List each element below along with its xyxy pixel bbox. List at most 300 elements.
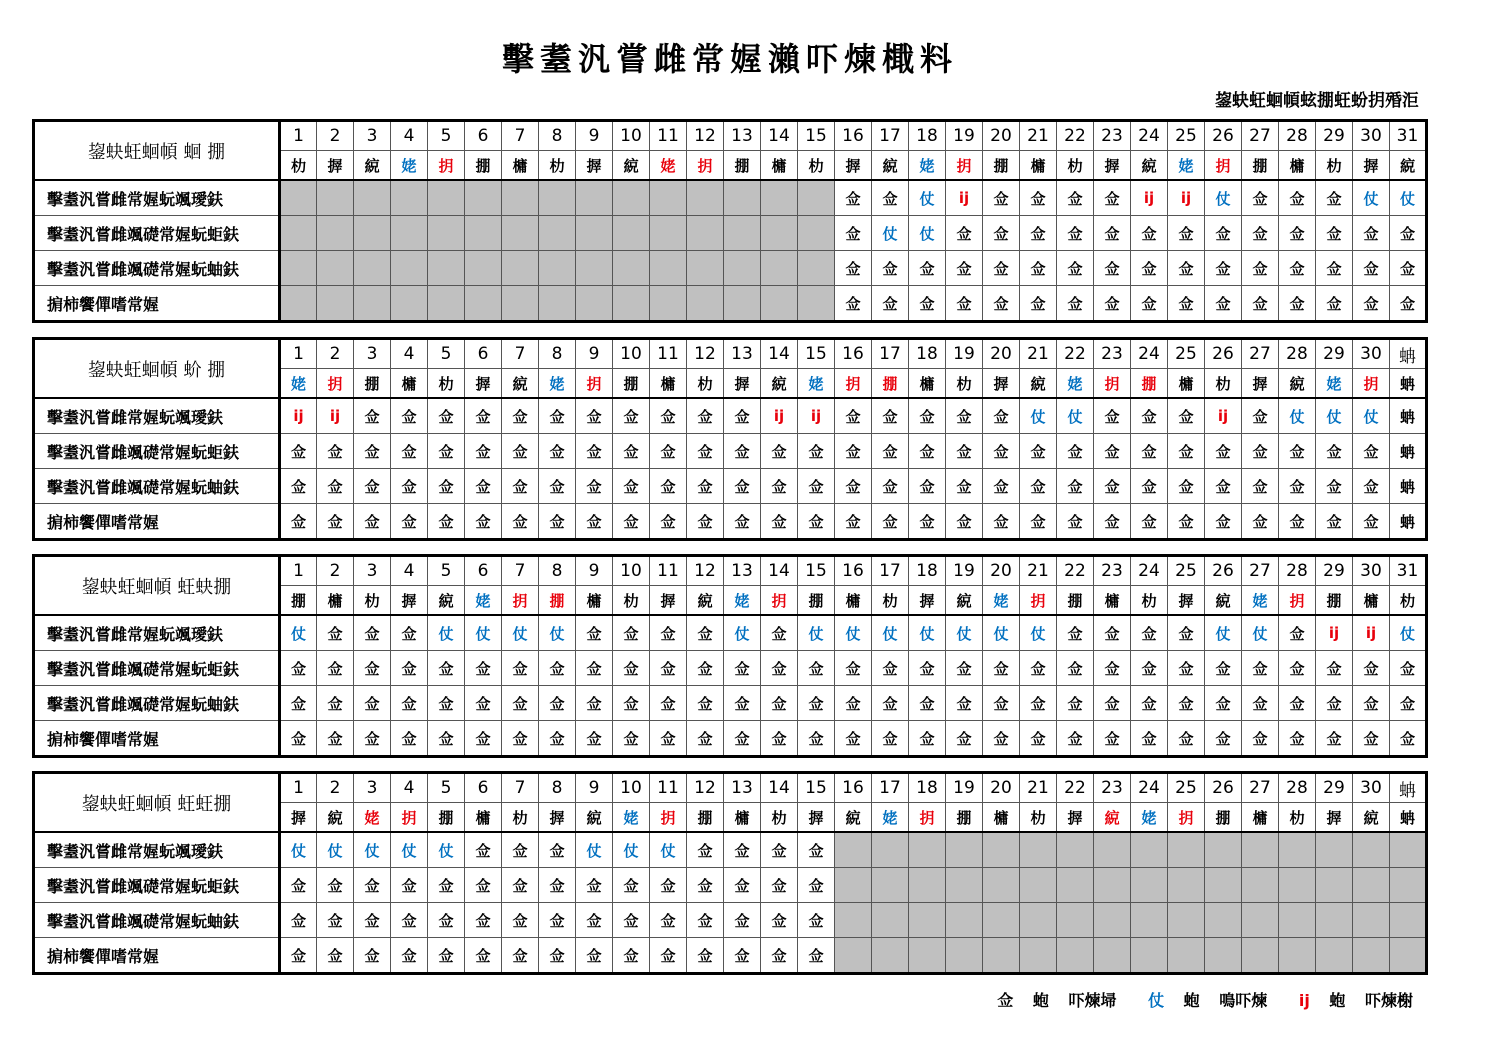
status-cell[interactable]: 仗 bbox=[835, 615, 872, 651]
status-cell[interactable]: 仗 bbox=[1020, 398, 1057, 434]
status-cell[interactable]: 佥 bbox=[687, 434, 724, 469]
status-cell[interactable]: 佥 bbox=[1279, 651, 1316, 686]
status-cell[interactable]: 佥 bbox=[1390, 251, 1427, 286]
status-cell[interactable]: 佥 bbox=[1057, 721, 1094, 757]
status-cell[interactable]: 佥 bbox=[280, 868, 317, 903]
status-cell[interactable]: 仗 bbox=[946, 615, 983, 651]
status-cell[interactable]: 佥 bbox=[280, 651, 317, 686]
status-cell[interactable]: 佥 bbox=[391, 398, 428, 434]
status-cell[interactable]: 仗 bbox=[909, 216, 946, 251]
status-cell[interactable]: 佥 bbox=[1168, 251, 1205, 286]
status-cell[interactable]: 佥 bbox=[872, 651, 909, 686]
status-cell[interactable]: 佥 bbox=[983, 286, 1020, 322]
status-cell[interactable]: 佥 bbox=[724, 721, 761, 757]
status-cell[interactable]: 佥 bbox=[613, 938, 650, 974]
status-cell[interactable]: 佥 bbox=[946, 216, 983, 251]
status-cell[interactable]: 佥 bbox=[761, 651, 798, 686]
status-cell[interactable]: 佥 bbox=[1020, 721, 1057, 757]
status-cell[interactable]: 仗 bbox=[1205, 180, 1242, 216]
status-cell[interactable]: 佥 bbox=[687, 832, 724, 868]
status-cell[interactable]: 佥 bbox=[650, 615, 687, 651]
status-cell[interactable]: 佥 bbox=[1057, 286, 1094, 322]
status-cell[interactable]: 仗 bbox=[650, 832, 687, 868]
status-cell[interactable]: 佥 bbox=[502, 903, 539, 938]
status-cell[interactable]: 佥 bbox=[428, 938, 465, 974]
status-cell[interactable]: 佥 bbox=[391, 469, 428, 504]
status-cell[interactable]: ij bbox=[1205, 398, 1242, 434]
status-cell[interactable]: 佥 bbox=[280, 938, 317, 974]
status-cell[interactable]: 佥 bbox=[1168, 686, 1205, 721]
status-cell[interactable]: 佥 bbox=[650, 434, 687, 469]
status-cell[interactable]: 佥 bbox=[576, 686, 613, 721]
status-cell[interactable]: 佥 bbox=[280, 721, 317, 757]
status-cell[interactable]: 佥 bbox=[1131, 469, 1168, 504]
status-cell[interactable]: 佥 bbox=[761, 504, 798, 540]
status-cell[interactable]: 仗 bbox=[1353, 398, 1390, 434]
status-cell[interactable]: 佥 bbox=[613, 398, 650, 434]
status-cell[interactable]: 佥 bbox=[798, 686, 835, 721]
status-cell[interactable]: 佥 bbox=[1168, 504, 1205, 540]
status-cell[interactable]: 佥 bbox=[1168, 721, 1205, 757]
status-cell[interactable]: 佥 bbox=[391, 938, 428, 974]
status-cell[interactable]: 佥 bbox=[1094, 216, 1131, 251]
status-cell[interactable]: 佥 bbox=[983, 434, 1020, 469]
status-cell[interactable]: 佥 bbox=[687, 398, 724, 434]
status-cell[interactable]: 仗 bbox=[1057, 398, 1094, 434]
status-cell[interactable]: 佥 bbox=[798, 721, 835, 757]
status-cell[interactable]: 佥 bbox=[724, 398, 761, 434]
status-cell[interactable]: 佥 bbox=[724, 832, 761, 868]
status-cell[interactable]: 佥 bbox=[576, 938, 613, 974]
status-cell[interactable]: 佥 bbox=[391, 651, 428, 686]
status-cell[interactable]: 佥 bbox=[428, 721, 465, 757]
status-cell[interactable]: ij bbox=[761, 398, 798, 434]
status-cell[interactable]: 佥 bbox=[872, 469, 909, 504]
status-cell[interactable]: 佥 bbox=[687, 469, 724, 504]
status-cell[interactable]: 佥 bbox=[1242, 504, 1279, 540]
status-cell[interactable]: 佥 bbox=[687, 615, 724, 651]
status-cell[interactable]: 佥 bbox=[1205, 251, 1242, 286]
status-cell[interactable]: 佥 bbox=[391, 903, 428, 938]
status-cell[interactable]: 佥 bbox=[946, 251, 983, 286]
status-cell[interactable]: 佥 bbox=[354, 434, 391, 469]
status-cell[interactable]: 佥 bbox=[687, 651, 724, 686]
status-cell[interactable]: 佥 bbox=[1057, 504, 1094, 540]
status-cell[interactable]: 佥 bbox=[761, 903, 798, 938]
status-cell[interactable]: 佥 bbox=[1353, 434, 1390, 469]
status-cell[interactable]: 佥 bbox=[354, 398, 391, 434]
status-cell[interactable]: 佥 bbox=[650, 903, 687, 938]
status-cell[interactable]: 佥 bbox=[650, 651, 687, 686]
status-cell[interactable]: 佥 bbox=[946, 686, 983, 721]
status-cell[interactable]: 佥 bbox=[1131, 251, 1168, 286]
status-cell[interactable]: 佥 bbox=[1057, 469, 1094, 504]
status-cell[interactable]: 佥 bbox=[1094, 651, 1131, 686]
status-cell[interactable]: 佥 bbox=[613, 469, 650, 504]
status-cell[interactable]: 佥 bbox=[502, 434, 539, 469]
status-cell[interactable]: 仗 bbox=[1390, 615, 1427, 651]
status-cell[interactable]: 佥 bbox=[909, 434, 946, 469]
status-cell[interactable]: 佥 bbox=[576, 868, 613, 903]
status-cell[interactable]: 佥 bbox=[798, 832, 835, 868]
status-cell[interactable]: 佥 bbox=[354, 686, 391, 721]
status-cell[interactable]: 佥 bbox=[835, 286, 872, 322]
status-cell[interactable]: 佥 bbox=[280, 686, 317, 721]
status-cell[interactable]: 佥 bbox=[761, 868, 798, 903]
status-cell[interactable]: 仗 bbox=[280, 615, 317, 651]
status-cell[interactable]: 佥 bbox=[946, 651, 983, 686]
status-cell[interactable]: 佥 bbox=[317, 938, 354, 974]
status-cell[interactable]: 佥 bbox=[1131, 651, 1168, 686]
status-cell[interactable]: 佥 bbox=[761, 469, 798, 504]
status-cell[interactable]: 佥 bbox=[280, 434, 317, 469]
status-cell[interactable]: 佥 bbox=[761, 434, 798, 469]
status-cell[interactable]: 佥 bbox=[835, 651, 872, 686]
status-cell[interactable]: 佥 bbox=[724, 469, 761, 504]
status-cell[interactable]: 佥 bbox=[354, 469, 391, 504]
status-cell[interactable]: 佥 bbox=[983, 180, 1020, 216]
status-cell[interactable]: 佥 bbox=[576, 504, 613, 540]
status-cell[interactable]: 佥 bbox=[613, 434, 650, 469]
status-cell[interactable]: 蚺 bbox=[1390, 434, 1427, 469]
status-cell[interactable]: 佥 bbox=[576, 651, 613, 686]
status-cell[interactable]: 佥 bbox=[354, 868, 391, 903]
status-cell[interactable]: 仗 bbox=[1279, 398, 1316, 434]
status-cell[interactable]: 仗 bbox=[613, 832, 650, 868]
status-cell[interactable]: 佥 bbox=[909, 651, 946, 686]
status-cell[interactable]: 佥 bbox=[317, 615, 354, 651]
status-cell[interactable]: 佥 bbox=[983, 686, 1020, 721]
status-cell[interactable]: 佥 bbox=[1316, 721, 1353, 757]
status-cell[interactable]: 佥 bbox=[724, 903, 761, 938]
status-cell[interactable]: 佥 bbox=[428, 686, 465, 721]
status-cell[interactable]: 佥 bbox=[1131, 286, 1168, 322]
status-cell[interactable]: 佥 bbox=[1242, 180, 1279, 216]
status-cell[interactable]: 仗 bbox=[1242, 615, 1279, 651]
status-cell[interactable]: 佥 bbox=[946, 504, 983, 540]
status-cell[interactable]: 佥 bbox=[576, 903, 613, 938]
status-cell[interactable]: 仗 bbox=[724, 615, 761, 651]
status-cell[interactable]: 佥 bbox=[1279, 180, 1316, 216]
status-cell[interactable]: 仗 bbox=[428, 615, 465, 651]
status-cell[interactable]: 仗 bbox=[576, 832, 613, 868]
status-cell[interactable]: 佥 bbox=[280, 469, 317, 504]
status-cell[interactable]: 佥 bbox=[798, 938, 835, 974]
status-cell[interactable]: 佥 bbox=[1316, 216, 1353, 251]
status-cell[interactable]: 仗 bbox=[502, 615, 539, 651]
status-cell[interactable]: 佥 bbox=[1353, 216, 1390, 251]
status-cell[interactable]: ij bbox=[946, 180, 983, 216]
status-cell[interactable]: 佥 bbox=[761, 721, 798, 757]
status-cell[interactable]: 佥 bbox=[1057, 651, 1094, 686]
status-cell[interactable]: 佥 bbox=[317, 868, 354, 903]
status-cell[interactable]: 佥 bbox=[317, 686, 354, 721]
status-cell[interactable]: 佥 bbox=[539, 398, 576, 434]
status-cell[interactable]: 佥 bbox=[465, 832, 502, 868]
status-cell[interactable]: 佥 bbox=[1057, 251, 1094, 286]
status-cell[interactable]: 佥 bbox=[650, 686, 687, 721]
status-cell[interactable]: 佥 bbox=[1353, 469, 1390, 504]
status-cell[interactable]: 佥 bbox=[761, 615, 798, 651]
status-cell[interactable]: 佥 bbox=[687, 903, 724, 938]
status-cell[interactable]: 佥 bbox=[724, 504, 761, 540]
status-cell[interactable]: 佥 bbox=[465, 903, 502, 938]
status-cell[interactable]: 佥 bbox=[946, 398, 983, 434]
status-cell[interactable]: 佥 bbox=[354, 938, 391, 974]
status-cell[interactable]: 仗 bbox=[1020, 615, 1057, 651]
status-cell[interactable]: 佥 bbox=[317, 434, 354, 469]
status-cell[interactable]: ij bbox=[1316, 615, 1353, 651]
status-cell[interactable]: 仗 bbox=[539, 615, 576, 651]
status-cell[interactable]: 佥 bbox=[1094, 469, 1131, 504]
status-cell[interactable]: 佥 bbox=[724, 434, 761, 469]
status-cell[interactable]: 佥 bbox=[650, 868, 687, 903]
status-cell[interactable]: 佥 bbox=[354, 615, 391, 651]
status-cell[interactable]: 佥 bbox=[1242, 651, 1279, 686]
status-cell[interactable]: 佥 bbox=[1316, 180, 1353, 216]
status-cell[interactable]: 佥 bbox=[761, 686, 798, 721]
status-cell[interactable]: 佥 bbox=[428, 434, 465, 469]
status-cell[interactable]: 佥 bbox=[1057, 686, 1094, 721]
status-cell[interactable]: 佥 bbox=[724, 686, 761, 721]
status-cell[interactable]: 佥 bbox=[1353, 721, 1390, 757]
status-cell[interactable]: 佥 bbox=[539, 651, 576, 686]
status-cell[interactable]: 佥 bbox=[1020, 651, 1057, 686]
status-cell[interactable]: 佥 bbox=[1057, 180, 1094, 216]
status-cell[interactable]: 佥 bbox=[1242, 721, 1279, 757]
status-cell[interactable]: 佥 bbox=[1131, 615, 1168, 651]
status-cell[interactable]: 佥 bbox=[1205, 469, 1242, 504]
status-cell[interactable]: 佥 bbox=[539, 868, 576, 903]
status-cell[interactable]: 佥 bbox=[1279, 286, 1316, 322]
status-cell[interactable]: 佥 bbox=[1205, 216, 1242, 251]
status-cell[interactable]: 佥 bbox=[613, 651, 650, 686]
status-cell[interactable]: 仗 bbox=[798, 615, 835, 651]
status-cell[interactable]: 佥 bbox=[872, 286, 909, 322]
status-cell[interactable]: 佥 bbox=[539, 686, 576, 721]
status-cell[interactable]: 佥 bbox=[1020, 286, 1057, 322]
status-cell[interactable]: 佥 bbox=[1316, 434, 1353, 469]
status-cell[interactable]: 佥 bbox=[1279, 615, 1316, 651]
status-cell[interactable]: 佥 bbox=[613, 721, 650, 757]
status-cell[interactable]: 佥 bbox=[798, 504, 835, 540]
status-cell[interactable]: 佥 bbox=[1242, 398, 1279, 434]
status-cell[interactable]: 佥 bbox=[1168, 615, 1205, 651]
status-cell[interactable]: 佥 bbox=[650, 504, 687, 540]
status-cell[interactable]: 佥 bbox=[1353, 686, 1390, 721]
status-cell[interactable]: 佥 bbox=[1057, 216, 1094, 251]
status-cell[interactable]: 佥 bbox=[354, 903, 391, 938]
status-cell[interactable]: 佥 bbox=[1020, 180, 1057, 216]
status-cell[interactable]: 佥 bbox=[539, 903, 576, 938]
status-cell[interactable]: 佥 bbox=[502, 651, 539, 686]
status-cell[interactable]: 仗 bbox=[317, 832, 354, 868]
status-cell[interactable]: 佥 bbox=[983, 216, 1020, 251]
status-cell[interactable]: 佥 bbox=[428, 398, 465, 434]
status-cell[interactable]: 蚺 bbox=[1390, 469, 1427, 504]
status-cell[interactable]: 佥 bbox=[465, 434, 502, 469]
status-cell[interactable]: 佥 bbox=[1094, 434, 1131, 469]
status-cell[interactable]: 佥 bbox=[798, 651, 835, 686]
status-cell[interactable]: 佥 bbox=[909, 398, 946, 434]
status-cell[interactable]: 仗 bbox=[872, 615, 909, 651]
status-cell[interactable]: 蚺 bbox=[1390, 398, 1427, 434]
status-cell[interactable]: 佥 bbox=[1242, 216, 1279, 251]
status-cell[interactable]: 佥 bbox=[1316, 251, 1353, 286]
status-cell[interactable]: 佥 bbox=[909, 721, 946, 757]
status-cell[interactable]: 佥 bbox=[1242, 686, 1279, 721]
status-cell[interactable]: 佥 bbox=[1242, 251, 1279, 286]
status-cell[interactable]: 佥 bbox=[317, 504, 354, 540]
status-cell[interactable]: 仗 bbox=[465, 615, 502, 651]
status-cell[interactable]: 佥 bbox=[1094, 180, 1131, 216]
status-cell[interactable]: 佥 bbox=[280, 903, 317, 938]
status-cell[interactable]: 佥 bbox=[1131, 721, 1168, 757]
status-cell[interactable]: 佥 bbox=[835, 180, 872, 216]
status-cell[interactable]: 佥 bbox=[909, 286, 946, 322]
status-cell[interactable]: 佥 bbox=[576, 469, 613, 504]
status-cell[interactable]: 佥 bbox=[465, 504, 502, 540]
status-cell[interactable]: 佥 bbox=[1094, 615, 1131, 651]
status-cell[interactable]: 佥 bbox=[280, 504, 317, 540]
status-cell[interactable]: 佥 bbox=[1020, 504, 1057, 540]
status-cell[interactable]: 佥 bbox=[983, 721, 1020, 757]
status-cell[interactable]: 佥 bbox=[1131, 398, 1168, 434]
status-cell[interactable]: 佥 bbox=[428, 651, 465, 686]
status-cell[interactable]: 仗 bbox=[872, 216, 909, 251]
status-cell[interactable]: 佥 bbox=[1131, 434, 1168, 469]
status-cell[interactable]: 佥 bbox=[1205, 504, 1242, 540]
status-cell[interactable]: 佥 bbox=[1168, 434, 1205, 469]
status-cell[interactable]: 佥 bbox=[1316, 469, 1353, 504]
status-cell[interactable]: 佥 bbox=[983, 398, 1020, 434]
status-cell[interactable]: 佥 bbox=[724, 868, 761, 903]
status-cell[interactable]: 佥 bbox=[502, 721, 539, 757]
status-cell[interactable]: 仗 bbox=[391, 832, 428, 868]
status-cell[interactable]: 佥 bbox=[391, 434, 428, 469]
status-cell[interactable]: 佥 bbox=[613, 615, 650, 651]
status-cell[interactable]: 佥 bbox=[502, 938, 539, 974]
status-cell[interactable]: 佥 bbox=[872, 434, 909, 469]
status-cell[interactable]: 佥 bbox=[687, 721, 724, 757]
status-cell[interactable]: 佥 bbox=[1094, 721, 1131, 757]
status-cell[interactable]: 佥 bbox=[1094, 251, 1131, 286]
status-cell[interactable]: 佥 bbox=[650, 721, 687, 757]
status-cell[interactable]: 佥 bbox=[1242, 469, 1279, 504]
status-cell[interactable]: 仗 bbox=[1390, 180, 1427, 216]
status-cell[interactable]: 佥 bbox=[1168, 286, 1205, 322]
status-cell[interactable]: 佥 bbox=[909, 469, 946, 504]
status-cell[interactable]: 佥 bbox=[1353, 504, 1390, 540]
status-cell[interactable]: 佥 bbox=[909, 686, 946, 721]
status-cell[interactable]: 佥 bbox=[946, 469, 983, 504]
status-cell[interactable]: 佥 bbox=[1390, 721, 1427, 757]
status-cell[interactable]: 佥 bbox=[465, 721, 502, 757]
status-cell[interactable]: 佥 bbox=[835, 434, 872, 469]
status-cell[interactable]: 佥 bbox=[1353, 286, 1390, 322]
status-cell[interactable]: 佥 bbox=[835, 469, 872, 504]
status-cell[interactable]: 佥 bbox=[798, 868, 835, 903]
status-cell[interactable]: 佥 bbox=[761, 938, 798, 974]
status-cell[interactable]: 佥 bbox=[1057, 615, 1094, 651]
status-cell[interactable]: 佥 bbox=[872, 504, 909, 540]
status-cell[interactable]: 佥 bbox=[1205, 434, 1242, 469]
status-cell[interactable]: 佥 bbox=[1205, 286, 1242, 322]
status-cell[interactable]: 佥 bbox=[1094, 686, 1131, 721]
status-cell[interactable]: 佥 bbox=[502, 504, 539, 540]
status-cell[interactable]: 佥 bbox=[1279, 504, 1316, 540]
status-cell[interactable]: 佥 bbox=[1094, 286, 1131, 322]
status-cell[interactable]: 仗 bbox=[983, 615, 1020, 651]
status-cell[interactable]: 佥 bbox=[1279, 686, 1316, 721]
status-cell[interactable]: 佥 bbox=[761, 832, 798, 868]
status-cell[interactable]: 佥 bbox=[983, 251, 1020, 286]
status-cell[interactable]: 仗 bbox=[354, 832, 391, 868]
status-cell[interactable]: 佥 bbox=[1279, 469, 1316, 504]
status-cell[interactable]: 佥 bbox=[539, 434, 576, 469]
status-cell[interactable]: 佥 bbox=[465, 938, 502, 974]
status-cell[interactable]: 佥 bbox=[1279, 721, 1316, 757]
status-cell[interactable]: 佥 bbox=[613, 686, 650, 721]
status-cell[interactable]: 佥 bbox=[317, 469, 354, 504]
status-cell[interactable]: 佥 bbox=[391, 504, 428, 540]
status-cell[interactable]: 仗 bbox=[428, 832, 465, 868]
status-cell[interactable]: 佥 bbox=[502, 868, 539, 903]
status-cell[interactable]: 佥 bbox=[1057, 434, 1094, 469]
status-cell[interactable]: 佥 bbox=[798, 903, 835, 938]
status-cell[interactable]: 佥 bbox=[909, 504, 946, 540]
status-cell[interactable]: 佥 bbox=[724, 651, 761, 686]
status-cell[interactable]: 佥 bbox=[1242, 286, 1279, 322]
status-cell[interactable]: 佥 bbox=[1094, 398, 1131, 434]
status-cell[interactable]: 佥 bbox=[798, 434, 835, 469]
status-cell[interactable]: 佥 bbox=[650, 469, 687, 504]
status-cell[interactable]: 佥 bbox=[687, 504, 724, 540]
status-cell[interactable]: ij bbox=[1168, 180, 1205, 216]
status-cell[interactable]: 佥 bbox=[428, 469, 465, 504]
status-cell[interactable]: 佥 bbox=[1131, 216, 1168, 251]
status-cell[interactable]: 佥 bbox=[354, 651, 391, 686]
status-cell[interactable]: 佥 bbox=[835, 398, 872, 434]
status-cell[interactable]: 佥 bbox=[650, 938, 687, 974]
status-cell[interactable]: 佥 bbox=[613, 868, 650, 903]
status-cell[interactable]: 佥 bbox=[317, 903, 354, 938]
status-cell[interactable]: 佥 bbox=[983, 469, 1020, 504]
status-cell[interactable]: 佥 bbox=[724, 938, 761, 974]
status-cell[interactable]: 佥 bbox=[465, 398, 502, 434]
status-cell[interactable]: 佥 bbox=[872, 251, 909, 286]
status-cell[interactable]: 佥 bbox=[539, 504, 576, 540]
status-cell[interactable]: 佥 bbox=[539, 469, 576, 504]
status-cell[interactable]: 佥 bbox=[1353, 251, 1390, 286]
status-cell[interactable]: 佥 bbox=[872, 721, 909, 757]
status-cell[interactable]: 佥 bbox=[1242, 434, 1279, 469]
status-cell[interactable]: 佥 bbox=[1279, 216, 1316, 251]
status-cell[interactable]: 佥 bbox=[650, 398, 687, 434]
status-cell[interactable]: 佥 bbox=[1316, 686, 1353, 721]
status-cell[interactable]: ij bbox=[317, 398, 354, 434]
status-cell[interactable]: 佥 bbox=[354, 504, 391, 540]
status-cell[interactable]: 仗 bbox=[909, 615, 946, 651]
status-cell[interactable]: 佥 bbox=[539, 721, 576, 757]
status-cell[interactable]: 佥 bbox=[1020, 469, 1057, 504]
status-cell[interactable]: 佥 bbox=[687, 868, 724, 903]
status-cell[interactable]: 佥 bbox=[1205, 651, 1242, 686]
status-cell[interactable]: 佥 bbox=[1020, 686, 1057, 721]
status-cell[interactable]: 佥 bbox=[576, 721, 613, 757]
status-cell[interactable]: 佥 bbox=[1390, 286, 1427, 322]
status-cell[interactable]: 佥 bbox=[576, 398, 613, 434]
